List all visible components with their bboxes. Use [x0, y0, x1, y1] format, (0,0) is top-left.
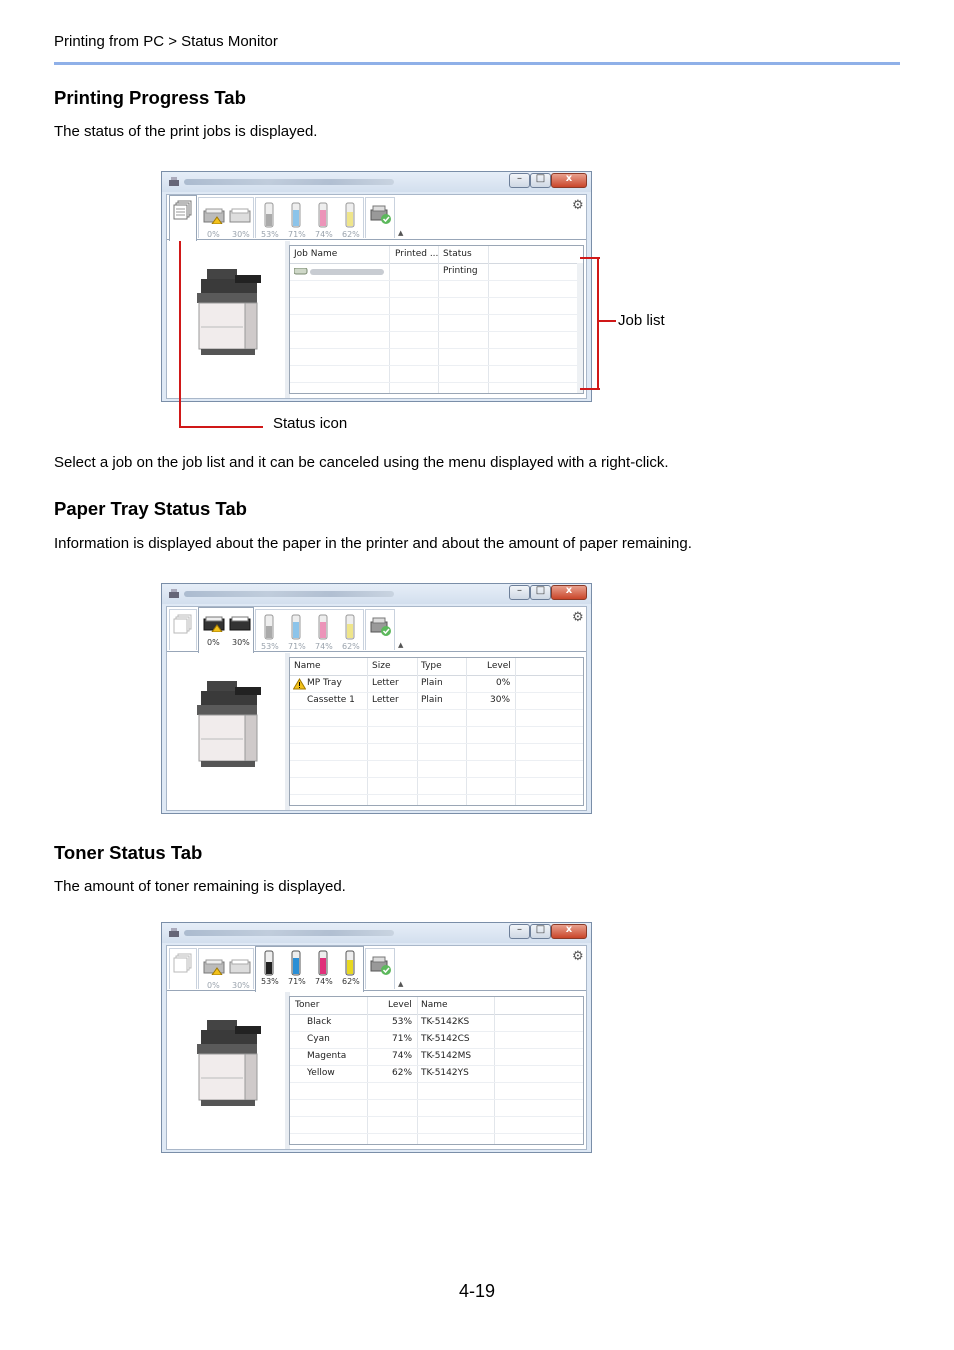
callout-line-status-icon-h	[179, 426, 263, 428]
yellow-toner-icon	[345, 614, 355, 640]
black-toner-level: 53%	[261, 977, 279, 986]
window-client	[166, 606, 587, 811]
col-level[interactable]: Level	[388, 1000, 412, 1010]
cyan-toner-level: 71%	[288, 977, 306, 986]
paper-tray-icon	[203, 959, 225, 975]
black-toner-icon	[264, 202, 274, 228]
tray-size: Letter	[372, 678, 399, 688]
expand-arrow-icon[interactable]: ▲	[398, 229, 404, 237]
close-button[interactable]: x	[551, 173, 587, 188]
printer-image	[193, 679, 263, 769]
expand-arrow-icon[interactable]: ▲	[398, 641, 404, 649]
tray-level: 30%	[490, 695, 511, 705]
col-job-name[interactable]: Job Name	[294, 249, 338, 259]
tab-device[interactable]	[365, 948, 395, 989]
tab-underline	[167, 239, 586, 240]
job-status: Printing	[443, 266, 478, 276]
printing-progress-icon	[173, 200, 193, 220]
callout-bracket-bottom	[580, 388, 600, 390]
toner-list-header	[290, 997, 583, 1015]
job-list-header	[290, 246, 583, 264]
magenta-toner-level: 74%	[315, 977, 333, 986]
yellow-toner-icon	[345, 202, 355, 228]
cyan-toner-level: 71%	[288, 642, 306, 651]
black-toner-level: 53%	[261, 642, 279, 651]
section-after-printing-progress: Select a job on the job list and it can be canceled using the menu displayed with a right-click.	[54, 454, 669, 471]
printer-image	[193, 267, 263, 357]
printer-image-pane	[167, 992, 285, 1149]
paper-tray-2-icon	[229, 959, 251, 975]
yellow-toner-icon	[345, 950, 355, 976]
magenta-toner-icon	[318, 950, 328, 976]
list-scrollbar[interactable]	[577, 263, 583, 393]
toner-color: Black	[307, 1017, 332, 1027]
expand-arrow-icon[interactable]: ▲	[398, 980, 404, 988]
tab-underline	[167, 990, 586, 991]
printing-progress-icon	[173, 614, 193, 634]
warning-icon	[293, 678, 306, 690]
toner-list[interactable]	[289, 996, 584, 1145]
section-desc-printing-progress: The status of the print jobs is displayed.	[54, 123, 318, 140]
gear-icon[interactable]: ⚙	[572, 610, 584, 625]
magenta-toner-icon	[318, 202, 328, 228]
job-name-blurred	[310, 269, 384, 275]
tab-paper-tray[interactable]	[198, 948, 254, 989]
minimize-button[interactable]: –	[509, 173, 530, 188]
tab-device[interactable]	[365, 197, 395, 238]
printer-image	[193, 1018, 263, 1108]
tray-name: MP Tray	[307, 678, 342, 688]
tray-size: Letter	[372, 695, 399, 705]
callout-bracket	[597, 257, 599, 390]
tab-printing-progress[interactable]	[169, 609, 197, 650]
paper-tray-list-header	[290, 658, 583, 676]
cyan-toner-icon	[291, 202, 301, 228]
tab-paper-tray[interactable]	[198, 607, 254, 653]
printing-progress-icon	[173, 953, 193, 973]
table-row[interactable]	[290, 1032, 583, 1048]
section-desc-toner: The amount of toner remaining is displayed.	[54, 878, 346, 895]
paper-tray-2-icon	[229, 208, 251, 224]
toner-level: 53%	[392, 1017, 413, 1027]
page-number: 4-19	[458, 1281, 496, 1301]
tray-level: 0%	[496, 678, 511, 688]
title-bar[interactable]	[162, 923, 591, 943]
toner-color: Cyan	[307, 1034, 330, 1044]
tab-toner[interactable]	[255, 609, 364, 650]
toner-name: TK-5142MS	[421, 1051, 472, 1061]
paper-tray-icon	[203, 208, 225, 224]
section-desc-paper-tray: Information is displayed about the paper in the printer and about the amount of paper remaining.	[54, 535, 692, 552]
minimize-button[interactable]: –	[509, 585, 530, 600]
gear-icon[interactable]: ⚙	[572, 198, 584, 213]
toner-name: TK-5142CS	[421, 1034, 470, 1044]
table-row[interactable]	[290, 1049, 583, 1065]
status-monitor-window-paper-tray	[161, 583, 592, 814]
cyan-toner-icon	[291, 614, 301, 640]
gear-icon[interactable]: ⚙	[572, 949, 584, 964]
toner-color: Magenta	[307, 1051, 347, 1061]
callout-line-job-list	[599, 320, 616, 322]
black-toner-level: 53%	[261, 230, 279, 239]
callout-status-icon: Status icon	[273, 415, 348, 432]
table-row[interactable]	[290, 1015, 583, 1031]
tab-strip	[167, 195, 586, 240]
close-button[interactable]: x	[551, 924, 587, 939]
tab-device[interactable]	[365, 609, 395, 650]
title-bar[interactable]	[162, 584, 591, 604]
maximize-button[interactable]: □	[530, 585, 551, 600]
maximize-button[interactable]: □	[530, 924, 551, 939]
tab-strip	[167, 946, 586, 991]
col-level[interactable]: Level	[487, 661, 511, 671]
magenta-toner-level: 74%	[315, 642, 333, 651]
callout-line-status-icon-v	[179, 235, 181, 428]
job-icon	[294, 268, 308, 275]
printer-image-pane	[167, 653, 285, 810]
table-row[interactable]	[290, 693, 583, 709]
window-title-blurred	[184, 591, 394, 597]
paper-tray-list[interactable]	[289, 657, 584, 806]
tab-printing-progress[interactable]	[169, 195, 197, 241]
col-status[interactable]: Status	[443, 249, 472, 259]
yellow-toner-level: 62%	[342, 977, 360, 986]
tray-1-level: 0%	[207, 981, 220, 990]
toner-level: 62%	[392, 1068, 413, 1078]
callout-job-list: Job list	[618, 312, 665, 329]
printer-app-icon	[168, 176, 180, 188]
window-title-blurred	[184, 179, 394, 185]
window-title-blurred	[184, 930, 394, 936]
tab-toner[interactable]	[255, 197, 364, 238]
cyan-toner-level: 71%	[288, 230, 306, 239]
minimize-button[interactable]: –	[509, 924, 530, 939]
tab-strip	[167, 607, 586, 652]
table-row[interactable]	[290, 1066, 583, 1082]
col-name[interactable]: Name	[421, 1000, 448, 1010]
table-row[interactable]	[290, 676, 583, 692]
maximize-button[interactable]: □	[530, 173, 551, 188]
table-row[interactable]	[290, 264, 583, 280]
toner-level: 71%	[392, 1034, 413, 1044]
section-title-toner: Toner Status Tab	[54, 842, 203, 863]
tray-1-level: 0%	[207, 638, 220, 647]
window-client	[166, 194, 587, 399]
tab-toner[interactable]	[255, 946, 364, 992]
status-monitor-window-progress	[161, 171, 592, 402]
tray-2-level: 30%	[232, 638, 250, 647]
breadcrumb: Printing from PC > Status Monitor	[54, 33, 278, 50]
section-title-paper-tray: Paper Tray Status Tab	[54, 498, 247, 519]
paper-tray-2-icon	[229, 616, 251, 632]
col-toner[interactable]: Toner	[295, 1000, 320, 1010]
tray-type: Plain	[421, 678, 443, 688]
magenta-toner-icon	[318, 614, 328, 640]
device-status-icon	[369, 616, 393, 638]
job-list[interactable]	[289, 245, 584, 394]
toner-name: TK-5142KS	[421, 1017, 470, 1027]
toner-color: Yellow	[307, 1068, 335, 1078]
close-button[interactable]: x	[551, 585, 587, 600]
header-rule	[54, 62, 900, 65]
printer-app-icon	[168, 927, 180, 939]
tray-type: Plain	[421, 695, 443, 705]
status-monitor-window-toner	[161, 922, 592, 1153]
section-title-printing-progress: Printing Progress Tab	[54, 87, 246, 108]
col-printed[interactable]: Printed ...	[395, 249, 439, 259]
tab-printing-progress[interactable]	[169, 948, 197, 989]
col-size[interactable]: Size	[372, 661, 391, 671]
printer-app-icon	[168, 588, 180, 600]
cyan-toner-icon	[291, 950, 301, 976]
tray-name: Cassette 1	[307, 695, 355, 705]
yellow-toner-level: 62%	[342, 230, 360, 239]
black-toner-icon	[264, 614, 274, 640]
window-client	[166, 945, 587, 1150]
tab-paper-tray[interactable]	[198, 197, 254, 238]
device-status-icon	[369, 204, 393, 226]
yellow-toner-level: 62%	[342, 642, 360, 651]
paper-tray-icon	[203, 616, 225, 632]
device-status-icon	[369, 955, 393, 977]
toner-level: 74%	[392, 1051, 413, 1061]
col-type[interactable]: Type	[421, 661, 442, 671]
title-bar[interactable]	[162, 172, 591, 192]
magenta-toner-level: 74%	[315, 230, 333, 239]
tray-2-level: 30%	[232, 230, 250, 239]
tray-2-level: 30%	[232, 981, 250, 990]
tray-1-level: 0%	[207, 230, 220, 239]
col-name[interactable]: Name	[294, 661, 321, 671]
toner-name: TK-5142YS	[421, 1068, 469, 1078]
black-toner-icon	[264, 950, 274, 976]
printer-image-pane	[167, 241, 285, 398]
